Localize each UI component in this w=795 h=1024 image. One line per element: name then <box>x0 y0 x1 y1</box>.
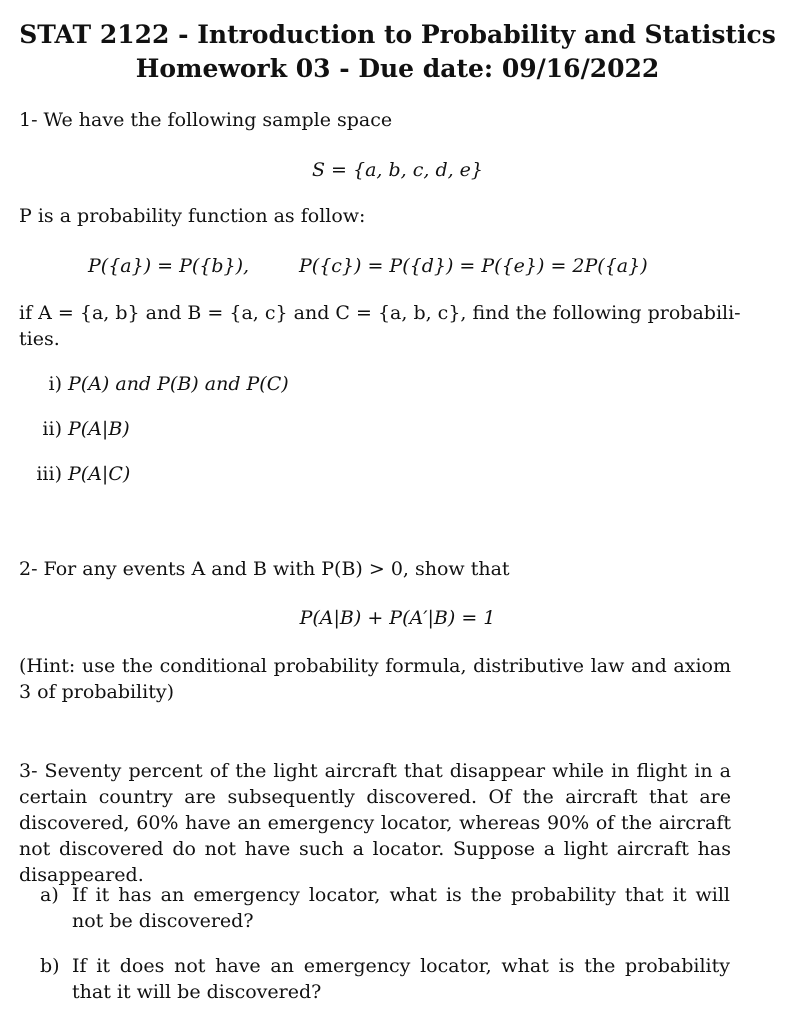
item-text: If it has an emergency locator, what is the probability that it will not be discovered? <box>72 884 730 932</box>
q3-item-a <box>40 882 730 934</box>
q3-intro: 3- Seventy percent of the light aircraft that disappear while in flight in a certain country are subsequently discovered. Of the aircraft that are discovered, 60% have an emergency locator, whereas 90% of the aircraft not discovered do not have such a locator. Suppose a light aircraft has disappeared. <box>19 760 731 886</box>
item-label: i) <box>48 373 62 395</box>
q1-conditions-line2: ties. <box>19 328 60 350</box>
q3-item-b <box>40 953 730 1005</box>
item-text: If it does not have an emergency locator, what is the probability that it will be discovered? <box>72 955 730 1003</box>
item-text: P(A|C) <box>68 463 131 485</box>
q1-prob-intro: P is a probability function as follow: <box>19 205 366 227</box>
q2-formula: P(A|B) + P(A′|B) = 1 <box>299 607 496 629</box>
q1-item-i <box>12 371 289 397</box>
q1-item-ii <box>12 416 130 442</box>
q1-sample-space: S = {a, b, c, d, e} <box>311 159 484 181</box>
item-label: iii) <box>36 463 62 485</box>
course-title: STAT 2122 - Introduction to Probability and Statistics <box>19 20 776 49</box>
item-text: P(A) and P(B) and P(C) <box>68 373 289 395</box>
q1-intro: 1- We have the following sample space <box>19 109 393 131</box>
item-label: ii) <box>42 418 62 440</box>
q1-prob-def-1: P({a}) = P({b}), <box>88 255 250 277</box>
item-text: P(A|B) <box>68 418 130 440</box>
homework-title: Homework 03 - Due date: 09/16/2022 <box>135 54 660 83</box>
item-label: b) <box>40 955 60 977</box>
q1-conditions-line1: if A = {a, b} and B = {a, c} and C = {a, b, c}, find the following probabili- <box>19 302 741 324</box>
q2-intro: 2- For any events A and B with P(B) > 0, show that <box>19 558 510 580</box>
item-label: a) <box>40 884 59 906</box>
q2-hint: (Hint: use the conditional probability formula, distributive law and axiom 3 of probability) <box>19 655 731 703</box>
q1-item-iii <box>12 461 130 487</box>
q1-prob-def-2: P({c}) = P({d}) = P({e}) = 2P({a}) <box>299 255 648 277</box>
